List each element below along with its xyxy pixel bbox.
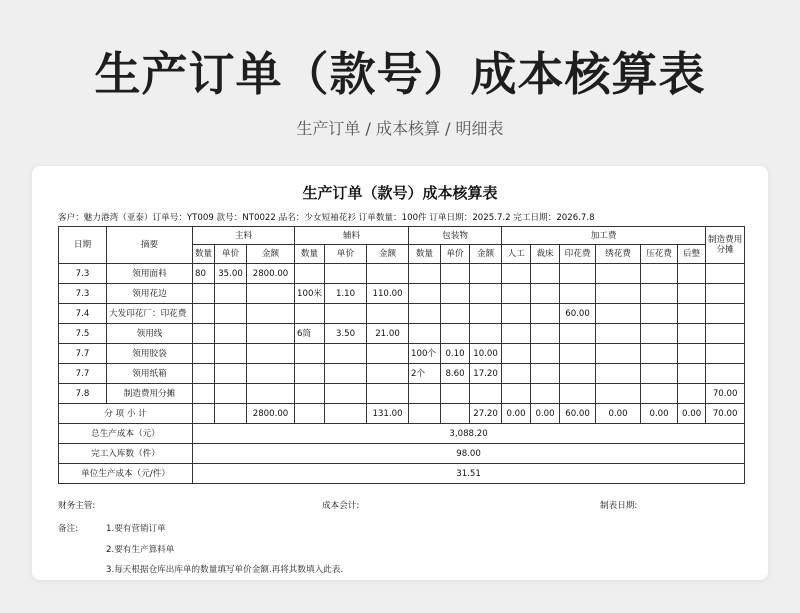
header-pack-qty: 数量 [409, 245, 441, 264]
cutting-cell [531, 364, 560, 384]
note-item: 3.每天根据仓库出库单的数量填写单价金额.再将其数填入此表. [106, 565, 344, 575]
pack-price-cell: 0.10 [441, 344, 470, 364]
sheet-card [32, 166, 768, 580]
header-main-material: 主料 [193, 227, 295, 245]
date-cell: 7.3 [59, 284, 107, 304]
empty-cell [325, 404, 367, 424]
pack-price-cell [441, 384, 470, 404]
main-qty-cell [193, 364, 215, 384]
printing-cell [560, 344, 596, 364]
header-pack-amount: 金额 [470, 245, 502, 264]
header-cutting: 裁床 [531, 245, 560, 264]
header-aux-price: 单价 [325, 245, 367, 264]
overhead-cell: 70.00 [706, 384, 745, 404]
pressing-cell [641, 364, 678, 384]
overhead-cell [706, 324, 745, 344]
date-cell: 7.5 [59, 324, 107, 344]
pack-price-cell [441, 284, 470, 304]
total-row [59, 464, 745, 484]
table-row [59, 384, 745, 404]
cutting-cell [531, 344, 560, 364]
labor-cell [502, 284, 531, 304]
main-price-cell [215, 304, 247, 324]
main-amount-cell [247, 304, 295, 324]
header-pressing: 压花费 [641, 245, 678, 264]
subtotal-finishing: 0.00 [678, 404, 706, 424]
aux-qty-cell: 100米 [295, 284, 325, 304]
sheet-title: 生产订单（款号）成本核算表 [302, 184, 498, 202]
aux-price-cell [325, 364, 367, 384]
main-amount-cell [247, 344, 295, 364]
header-embroidery: 绣花费 [596, 245, 641, 264]
pack-qty-cell [409, 324, 441, 344]
overhead-cell [706, 364, 745, 384]
pressing-cell [641, 324, 678, 344]
printing-cell [560, 284, 596, 304]
summary-cell: 领用线 [107, 324, 193, 344]
notes-label: 备注: [58, 524, 79, 534]
subtotal-overhead: 70.00 [706, 404, 745, 424]
cutting-cell [531, 264, 560, 284]
summary-cell: 领用纸箱 [107, 364, 193, 384]
aux-price-cell [325, 344, 367, 364]
overhead-cell [706, 284, 745, 304]
summary-cell: 领用花边 [107, 284, 193, 304]
cost-table [58, 226, 745, 484]
header-date: 日期 [59, 227, 107, 264]
labor-cell [502, 304, 531, 324]
table-row [59, 304, 745, 324]
date-cell: 7.8 [59, 384, 107, 404]
main-qty-cell [193, 284, 215, 304]
printing-cell [560, 264, 596, 284]
total-row [59, 444, 745, 464]
pack-qty-cell: 2个 [409, 364, 441, 384]
embroidery-cell [596, 384, 641, 404]
main-price-cell [215, 324, 247, 344]
pack-qty-cell [409, 284, 441, 304]
subtotal-embroidery: 0.00 [596, 404, 641, 424]
pressing-cell [641, 384, 678, 404]
empty-cell [193, 404, 215, 424]
date-cell: 7.3 [59, 264, 107, 284]
date-cell: 7.7 [59, 344, 107, 364]
finishing-cell [678, 304, 706, 324]
subtotal-label: 分 项 小 计 [59, 404, 193, 424]
embroidery-cell [596, 364, 641, 384]
pack-amount-cell [470, 324, 502, 344]
header-main-price: 单价 [215, 245, 247, 264]
pack-amount-cell [470, 284, 502, 304]
aux-qty-cell [295, 344, 325, 364]
subtotal-cutting: 0.00 [531, 404, 560, 424]
main-price-cell [215, 284, 247, 304]
header-main-qty: 数量 [193, 245, 215, 264]
embroidery-cell [596, 264, 641, 284]
order-info: 客户：魅力港湾（亚泰）订单号：YT009 款号：NT0022 品名：少女短袖花衫 订单数量：100件 订单日期：2025.7.2 完工日期：2026.7.8 [58, 213, 595, 223]
main-qty-cell [193, 304, 215, 324]
aux-qty-cell [295, 384, 325, 404]
table-row [59, 264, 745, 284]
table-row [59, 364, 745, 384]
prepared-date-label: 制表日期: [600, 501, 638, 511]
main-amount-cell [247, 364, 295, 384]
pressing-cell [641, 304, 678, 324]
header-aux-qty: 数量 [295, 245, 325, 264]
cost-accountant-label: 成本会计: [322, 501, 360, 511]
summary-cell: 大发印花厂：印花费 [107, 304, 193, 324]
pack-amount-cell [470, 264, 502, 284]
main-price-cell: 35.00 [215, 264, 247, 284]
date-cell: 7.7 [59, 364, 107, 384]
summary-cell: 制造费用分摊 [107, 384, 193, 404]
pack-amount-cell: 17.20 [470, 364, 502, 384]
overhead-cell [706, 304, 745, 324]
table-row [59, 344, 745, 364]
main-price-cell [215, 384, 247, 404]
cutting-cell [531, 304, 560, 324]
table-row [59, 284, 745, 304]
main-qty-cell [193, 344, 215, 364]
finance-supervisor-label: 财务主管: [58, 501, 96, 511]
header-printing: 印花费 [560, 245, 596, 264]
page-subtitle: 生产订单 / 成本核算 / 明细表 [296, 119, 504, 138]
labor-cell [502, 264, 531, 284]
embroidery-cell [596, 324, 641, 344]
embroidery-cell [596, 344, 641, 364]
main-amount-cell [247, 384, 295, 404]
aux-amount-cell [367, 344, 409, 364]
main-qty-cell: 80 [193, 264, 215, 284]
cutting-cell [531, 284, 560, 304]
aux-amount-cell [367, 264, 409, 284]
aux-price-cell [325, 304, 367, 324]
header-packaging: 包装物 [409, 227, 502, 245]
note-item: 2.要有生产算料单 [106, 545, 175, 555]
pack-price-cell: 8.60 [441, 364, 470, 384]
header-processing: 加工费 [502, 227, 706, 245]
aux-amount-cell: 110.00 [367, 284, 409, 304]
empty-cell [215, 404, 247, 424]
pack-amount-cell: 10.00 [470, 344, 502, 364]
main-price-cell [215, 364, 247, 384]
total-row [59, 424, 745, 444]
subtotal-pack-amount: 27.20 [470, 404, 502, 424]
pressing-cell [641, 284, 678, 304]
finishing-cell [678, 324, 706, 344]
header-aux-material: 辅料 [295, 227, 409, 245]
main-amount-cell [247, 284, 295, 304]
pressing-cell [641, 344, 678, 364]
pack-amount-cell [470, 304, 502, 324]
empty-cell [295, 404, 325, 424]
aux-price-cell [325, 384, 367, 404]
header-aux-amount: 金额 [367, 245, 409, 264]
printing-cell [560, 384, 596, 404]
finishing-cell [678, 384, 706, 404]
aux-price-cell: 3.50 [325, 324, 367, 344]
overhead-cell [706, 264, 745, 284]
subtotal-pressing: 0.00 [641, 404, 678, 424]
header-overhead: 制造费用分摊 [706, 227, 745, 264]
total-value: 31.51 [193, 464, 745, 484]
pack-price-cell [441, 304, 470, 324]
aux-amount-cell [367, 304, 409, 324]
labor-cell [502, 384, 531, 404]
header-finishing: 后整 [678, 245, 706, 264]
aux-amount-cell [367, 364, 409, 384]
embroidery-cell [596, 304, 641, 324]
total-label: 完工入库数（件） [59, 444, 193, 464]
header-main-amount: 金额 [247, 245, 295, 264]
labor-cell [502, 344, 531, 364]
printing-cell: 60.00 [560, 304, 596, 324]
aux-qty-cell: 6筒 [295, 324, 325, 344]
table-row [59, 324, 745, 344]
main-amount-cell: 2800.00 [247, 264, 295, 284]
pack-qty-cell: 100个 [409, 344, 441, 364]
summary-cell: 领用面料 [107, 264, 193, 284]
printing-cell [560, 364, 596, 384]
finishing-cell [678, 284, 706, 304]
header-pack-price: 单价 [441, 245, 470, 264]
total-value: 98.00 [193, 444, 745, 464]
header-row-1 [59, 227, 745, 245]
page-title: 生产订单（款号）成本核算表 [94, 47, 706, 101]
subtotal-main-amount: 2800.00 [247, 404, 295, 424]
labor-cell [502, 324, 531, 344]
main-amount-cell [247, 324, 295, 344]
empty-cell [409, 404, 441, 424]
aux-price-cell [325, 264, 367, 284]
subtotal-aux-amount: 131.00 [367, 404, 409, 424]
aux-amount-cell: 21.00 [367, 324, 409, 344]
cutting-cell [531, 324, 560, 344]
pack-qty-cell [409, 384, 441, 404]
subtotal-printing: 60.00 [560, 404, 596, 424]
aux-price-cell: 1.10 [325, 284, 367, 304]
aux-qty-cell [295, 264, 325, 284]
total-label: 单位生产成本（元/件） [59, 464, 193, 484]
date-cell: 7.4 [59, 304, 107, 324]
pack-qty-cell [409, 264, 441, 284]
pressing-cell [641, 264, 678, 284]
aux-qty-cell [295, 364, 325, 384]
pack-qty-cell [409, 304, 441, 324]
summary-cell: 领用胶袋 [107, 344, 193, 364]
header-labor: 人工 [502, 245, 531, 264]
finishing-cell [678, 364, 706, 384]
total-value: 3,088.20 [193, 424, 745, 444]
total-label: 总生产成本（元） [59, 424, 193, 444]
finishing-cell [678, 264, 706, 284]
subtotal-labor: 0.00 [502, 404, 531, 424]
main-price-cell [215, 344, 247, 364]
header-summary: 摘要 [107, 227, 193, 264]
pack-price-cell [441, 264, 470, 284]
note-item: 1.要有营销订单 [106, 524, 166, 534]
main-qty-cell [193, 324, 215, 344]
aux-amount-cell [367, 384, 409, 404]
subtotal-row [59, 404, 745, 424]
labor-cell [502, 364, 531, 384]
overhead-cell [706, 344, 745, 364]
cutting-cell [531, 384, 560, 404]
main-qty-cell [193, 384, 215, 404]
pack-price-cell [441, 324, 470, 344]
embroidery-cell [596, 284, 641, 304]
pack-amount-cell [470, 384, 502, 404]
printing-cell [560, 324, 596, 344]
empty-cell [441, 404, 470, 424]
finishing-cell [678, 344, 706, 364]
aux-qty-cell [295, 304, 325, 324]
